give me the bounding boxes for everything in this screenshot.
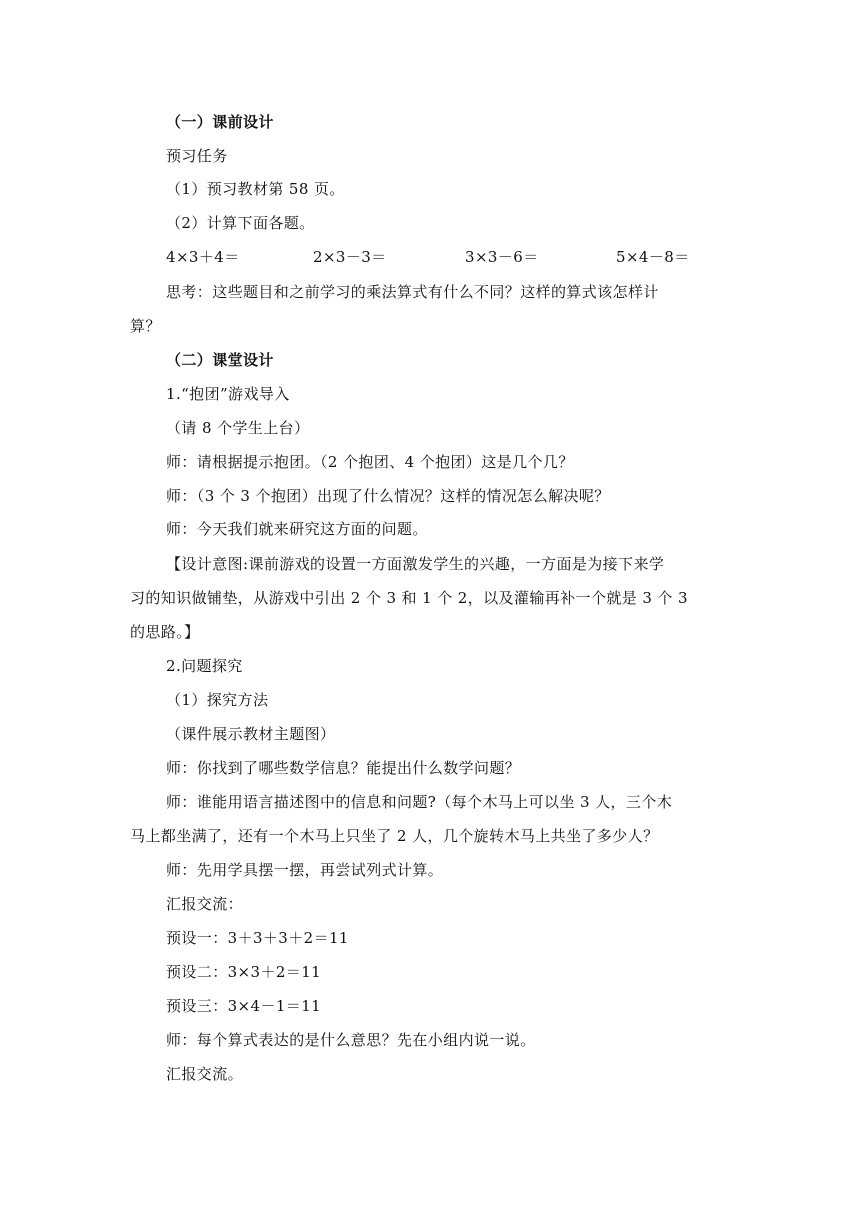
preview-task-title: 预习任务: [166, 147, 228, 165]
step1-note: （请 8 个学生上台）: [166, 419, 310, 437]
design-intent-line-1: 【设计意图:课前游戏的设置一方面激发学生的兴趣，一方面是为接下来学: [166, 555, 665, 573]
step2-note: （课件展示教材主题图）: [166, 725, 336, 743]
preview-item-1: （1）预习教材第 58 页。: [166, 180, 345, 198]
step2-title: 2.问题探究: [166, 657, 243, 675]
teacher-line-1: 师：请根据提示抱团。（2 个抱团、4 个抱团）这是几个几？: [166, 453, 574, 471]
step1-title: 1.“抱团”游戏导入: [166, 385, 290, 403]
teacher-line-6: 师：先用学具摆一摆，再尝试列式计算。: [166, 861, 444, 879]
think-line-1: 思考：这些题目和之前学习的乘法算式有什么不同？这样的算式该怎样计: [166, 283, 659, 301]
teacher-line-4: 师：你找到了哪些数学信息？能提出什么数学问题？: [166, 759, 521, 777]
step2-subtitle: （1）探究方法: [166, 691, 269, 709]
design-intent-line-2: 习的知识做铺垫，从游戏中引出 2 个 3 和 1 个 2，以及灌输再补一个就是 3 个 3: [130, 589, 688, 607]
teacher-line-3: 师：今天我们就来研究这方面的问题。: [166, 520, 428, 538]
preset-2: 预设二：3×3＋2＝11: [166, 963, 322, 981]
preset-1: 预设一：3＋3＋3＋2＝11: [166, 929, 349, 947]
teacher-line-5b: 马上都坐满了，还有一个木马上只坐了 2 人，几个旋转木马上共坐了多少人？: [130, 827, 659, 845]
equation-3: 3×3－6＝: [465, 248, 539, 266]
report-label-2: 汇报交流。: [166, 1065, 244, 1083]
preview-item-2: （2）计算下面各题。: [166, 214, 315, 232]
equation-2: 2×3－3＝: [313, 248, 387, 266]
report-label-1: 汇报交流：: [166, 895, 244, 913]
equation-1: 4×3＋4＝: [166, 248, 240, 266]
teacher-line-5a: 师：谁能用语言描述图中的信息和问题?（每个木马上可以坐 3 人，三个木: [166, 793, 673, 811]
preset-3: 预设三：3×4－1＝11: [166, 997, 322, 1015]
equation-4: 5×4－8＝: [616, 248, 690, 266]
design-intent-line-3: 的思路。】: [130, 623, 200, 641]
class-heading: （二）课堂设计: [166, 351, 274, 369]
think-line-2: 算？: [130, 317, 161, 335]
pre-class-heading: （一）课前设计: [166, 113, 274, 131]
teacher-line-2: 师：（3 个 3 个抱团）出现了什么情况？这样的情况怎么解决呢？: [166, 487, 610, 505]
teacher-line-7: 师：每个算式表达的是什么意思？先在小组内说一说。: [166, 1031, 536, 1049]
